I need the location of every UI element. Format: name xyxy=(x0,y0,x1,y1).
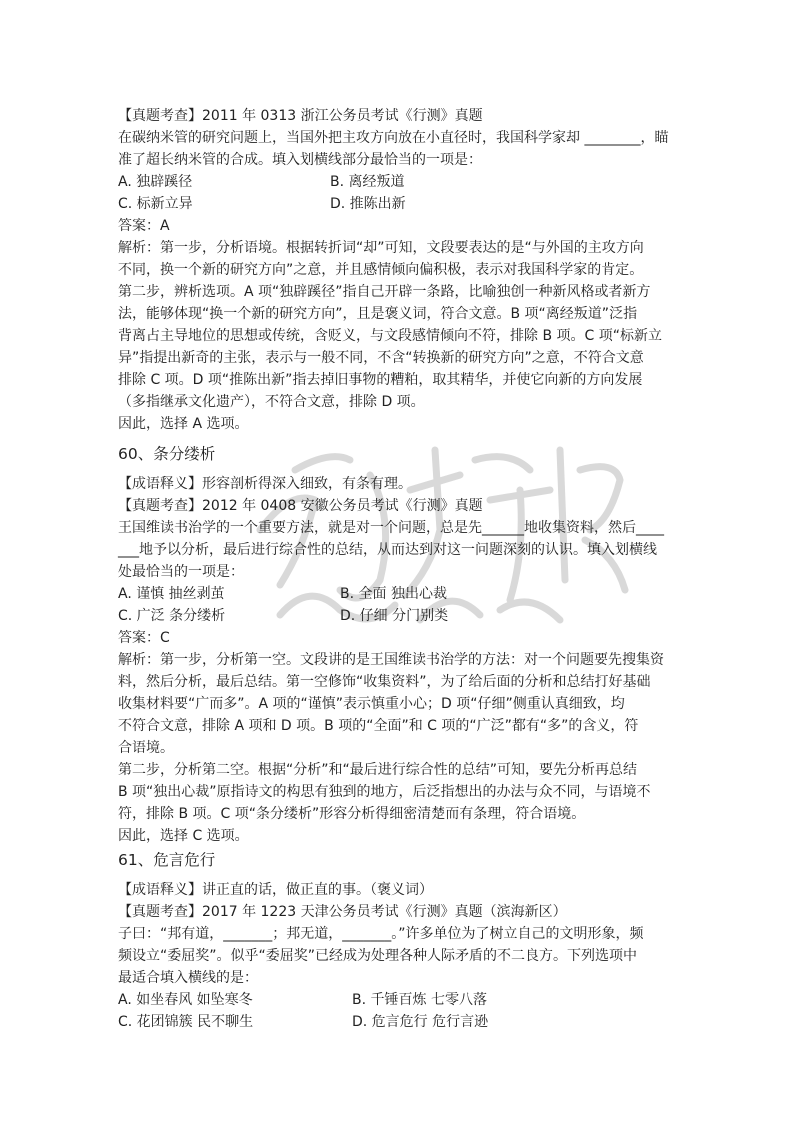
analysis-line: 解析：第一步，分析第一空。文段讲的是王国维读书治学的方法：对一个问题要先搜集资 xyxy=(118,652,664,668)
question-stem: ___地予以分析，最后进行综合性的总结，从而达到对这一问题深刻的认识。填入划横线 xyxy=(118,542,657,558)
answer: 答案：A xyxy=(118,218,170,234)
option-a: A. 谨慎 抽丝剥茧 xyxy=(118,586,225,602)
section-heading: 60、条分缕析 xyxy=(118,445,216,463)
analysis-line: 解析：第一步，分析语境。根据转折词“却”可知，文段要表达的是“与外国的主攻方向 xyxy=(118,240,644,256)
analysis-line: 法，能够体现“换一个新的研究方向”，且是褒义词，符合文意。B 项“离经叛道”泛指 xyxy=(118,306,638,322)
analysis-line: 第二步，分析第二空。根据“分析”和“最后进行综合性的总结”可知，要先分析再总结 xyxy=(118,762,638,778)
analysis-line: 收集材料要“广而多”。A 项的“谨慎”表示慎重小心；D 项“仔细”侧重认真细致，均 xyxy=(118,696,625,712)
question-stem: 准了超长纳米管的合成。填入划横线部分最恰当的一项是： xyxy=(118,152,482,168)
analysis-line: 背离占主导地位的思想或传统，含贬义，与文段感情倾向不符，排除 B 项。C 项“标新立 xyxy=(118,328,662,344)
option-d: D. 推陈出新 xyxy=(330,196,406,212)
section-heading: 61、危言危行 xyxy=(118,851,216,869)
analysis-line: （多指继承文化遗产），不符合文意，排除 D 项。 xyxy=(118,394,425,410)
question-stem: 处最恰当的一项是： xyxy=(118,564,244,580)
exam-source: 【真题考查】2011 年 0313 浙江公务员考试《行测》真题 xyxy=(118,108,483,124)
analysis-line: B 项“独出心裁”原指诗文的构思有独到的地方，后泛指想出的办法与众不同，与语境不 xyxy=(118,784,651,800)
question-stem: 最适合填入横线的是： xyxy=(118,970,258,986)
option-c: C. 广泛 条分缕析 xyxy=(118,608,226,624)
option-c: C. 标新立异 xyxy=(118,196,193,212)
exam-source: 【真题考查】2017 年 1223 天津公务员考试《行测》真题（滨海新区） xyxy=(118,904,567,920)
option-d: D. 仔细 分门别类 xyxy=(340,608,449,624)
option-b: B. 全面 独出心裁 xyxy=(340,586,447,602)
analysis-line: 料，然后分析，最后总结。第一空修饰“收集资料”，为了给后面的分析和总结打好基础 xyxy=(118,674,651,690)
analysis-line: 符，排除 B 项。C 项“条分缕析”形容分析得细密清楚而有条理，符合语境。 xyxy=(118,806,586,822)
analysis-line: 第二步，辨析选项。A 项“独辟蹊径”指自己开辟一条路，比喻独创一种新风格或者新方 xyxy=(118,284,651,300)
option-c: C. 花团锦簇 民不聊生 xyxy=(118,1014,254,1030)
question-stem: 子曰：“邦有道，_______；邦无道，_______。”许多单位为了树立自己的文明形象，频 xyxy=(118,926,644,942)
conclusion: 因此，选择 C 选项。 xyxy=(118,828,249,844)
answer: 答案：C xyxy=(118,630,170,646)
question-stem: 王国维读书治学的一个重要方法，就是对一个问题，总是先______地收集资料，然后____ xyxy=(118,520,664,536)
analysis-line: 不同，换一个新的研究方向”之意，并且感情倾向偏积极，表示对我国科学家的肯定。 xyxy=(118,262,644,278)
analysis-line: 不符合文意，排除 A 项和 D 项。B 项的“全面”和 C 项的“广泛”都有“多”的含义，符 xyxy=(118,718,639,734)
idiom-meaning: 【成语释义】形容剖析得深入细致，有条有理。 xyxy=(118,476,412,492)
option-a: A. 独辟蹊径 xyxy=(118,174,193,190)
analysis-line: 异”指提出新奇的主张，表示与一般不同，不含“转换新的研究方向”之意，不符合文意 xyxy=(118,350,644,366)
analysis-line: 合语境。 xyxy=(118,740,174,756)
analysis-line: 排除 C 项。D 项“推陈出新”指去掉旧事物的糟粕，取其精华，并使它向新的方向发展 xyxy=(118,372,643,388)
exam-source: 【真题考查】2012 年 0408 安徽公务员考试《行测》真题 xyxy=(118,498,483,514)
conclusion: 因此，选择 A 选项。 xyxy=(118,416,249,432)
option-b: B. 离经叛道 xyxy=(330,174,405,190)
idiom-meaning: 【成语释义】讲正直的话，做正直的事。（褒义词） xyxy=(118,882,433,898)
option-d: D. 危言危行 危行言逊 xyxy=(352,1014,489,1030)
option-a: A. 如坐春风 如坠寒冬 xyxy=(118,992,253,1008)
question-stem: 在碳纳米管的研究问题上，当国外把主攻方向放在小直径时，我国科学家却 ________，瞄 xyxy=(118,130,669,146)
question-stem: 频设立“委屈奖”。似乎“委屈奖”已经成为处理各种人际矛盾的不二良方。下列选项中 xyxy=(118,948,638,964)
option-b: B. 千锤百炼 七零八落 xyxy=(352,992,487,1008)
